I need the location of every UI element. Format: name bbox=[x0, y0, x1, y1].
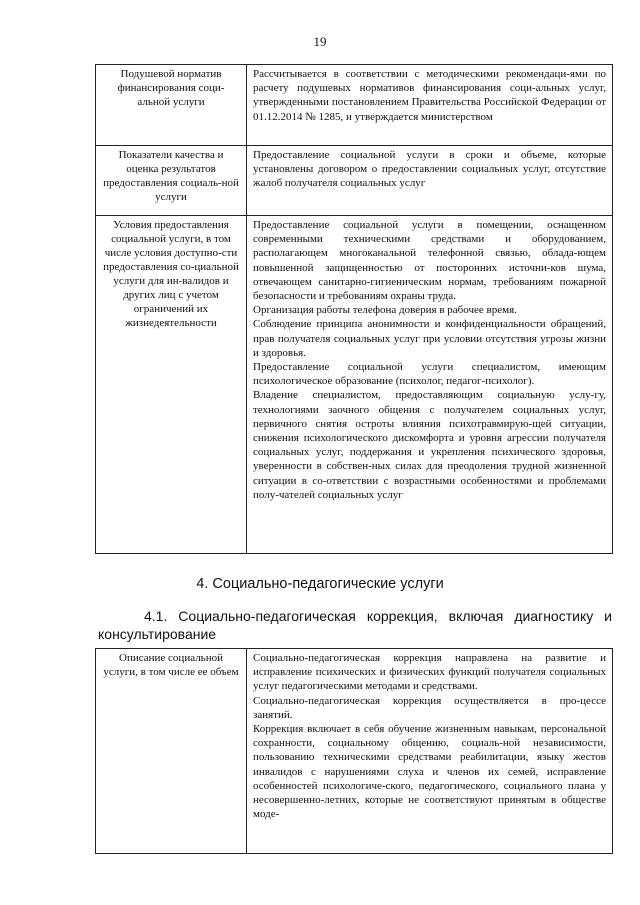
row-content-conditions bbox=[247, 216, 613, 554]
table-row-conditions bbox=[96, 216, 613, 554]
row-content-norm bbox=[247, 65, 613, 146]
paragraph: Социально-педагогическая коррекция направлена на развитие и исправление психических и физических функций получателя социальных услуг педагогическими методами и средствами. bbox=[253, 652, 606, 693]
paragraph: Социально-педагогическая коррекция осуществляется в про-цессе занятий. bbox=[253, 694, 606, 721]
paragraph: Предоставление социальной услуги в сроки и объеме, которые установлены договором о предоставлении социальных услуг, отсутствие жалоб получателя социальных услуг bbox=[253, 149, 606, 190]
heading-word: диагностику bbox=[514, 608, 594, 624]
paragraph: Соблюдение принципа анонимности и конфиденциальности обращений, прав получателя социальных услуг при условии отсутствия угрозы жизни и здоровья. bbox=[253, 318, 606, 359]
paragraph: Владение специалистом, предоставляющим социальную услу-гу, технологиями заочного общения с получателем социальных услуг, первичного снятия остроты влияния психотравмирую-щей ситуации, снижения психологического дискомфорта и уровня агрессии получателя социальных услуг, поддержания и укрепления психического здоровья, уверенности в собствен-ных силах для преодоления трудной жизненной ситуации в со-ответствии с возрастными особенностями и проблемами полу-чателей социальных услуг bbox=[253, 389, 606, 501]
subsection-heading bbox=[98, 607, 612, 643]
service-table-bottom bbox=[95, 648, 613, 854]
service-table-top bbox=[95, 64, 613, 554]
row-label-description: Описание социальной услуги, в том числе ее объем bbox=[96, 649, 247, 854]
paragraph: Рассчитывается в соответствии с методическими рекомендаци-ями по расчету подушевых нормативов финансирования соци-альных услуг, утвержденными постановлением Правительства Российской Федерации от 01.12.2014 № 1285, и утверждается министерством bbox=[253, 68, 606, 123]
section-title: 4. Социально-педагогические услуги bbox=[196, 576, 444, 592]
paragraph: Предоставление социальной услуги в помещении, оснащенном современными техническими средствами и оборудованием, располагающем многоканальной телефонной связью, облада-ющем повышенной защищенностью от посторонних источни-ков шума, отвечающем санитарно-гигиеническим нормам, требованиям пожарной безопасности и требованиям охраны труда. bbox=[253, 219, 606, 303]
paragraph: Организация работы телефона доверия в рабочее время. bbox=[253, 304, 517, 317]
table-row-description bbox=[96, 649, 613, 854]
heading-word: коррекция, bbox=[366, 608, 438, 624]
row-label-norm: Подушевой норматив финансирования соци-альной услуги bbox=[96, 65, 247, 146]
heading-word: 4.1. bbox=[144, 608, 168, 624]
paragraph: Коррекция включает в себя обучение жизненным навыкам, персональной сохранности, социальному общению, социаль-ной независимости, пользованию техническими средствами реабилитации, языку жестов инвалидов с нарушениями слуха и членов их семей, исправление особенностей психологиче-ского, педагогического, социального плана у несовершенно-летних, которые не соответствуют принятым в обществе моде- bbox=[253, 723, 606, 821]
row-content-quality bbox=[247, 146, 613, 216]
paragraph: Предоставление социальной услуги специалистом, имеющим психологическое образование (психолог, педагог-психолог). bbox=[253, 361, 606, 388]
page-number: 19 bbox=[313, 34, 327, 49]
row-content-description bbox=[247, 649, 613, 854]
row-label-conditions: Условия предоставления социальной услуги, в том числе условия доступно-сти предоставления со-циальной услуги для ин-валидов и других лиц с учетом ограничений их жизнедеятельности bbox=[96, 216, 247, 554]
table-row-quality bbox=[96, 146, 613, 216]
heading-word: и bbox=[604, 608, 612, 624]
subsection-heading-line2: консультирование bbox=[98, 626, 217, 642]
heading-word: включая bbox=[448, 608, 504, 624]
subsection-heading-line1 bbox=[98, 607, 612, 625]
heading-word: Социально-педагогическая bbox=[178, 608, 356, 624]
table-row-norm bbox=[96, 65, 613, 146]
row-label-quality: Показатели качества и оценка результатов предоставления социаль-ной услуги bbox=[96, 146, 247, 216]
